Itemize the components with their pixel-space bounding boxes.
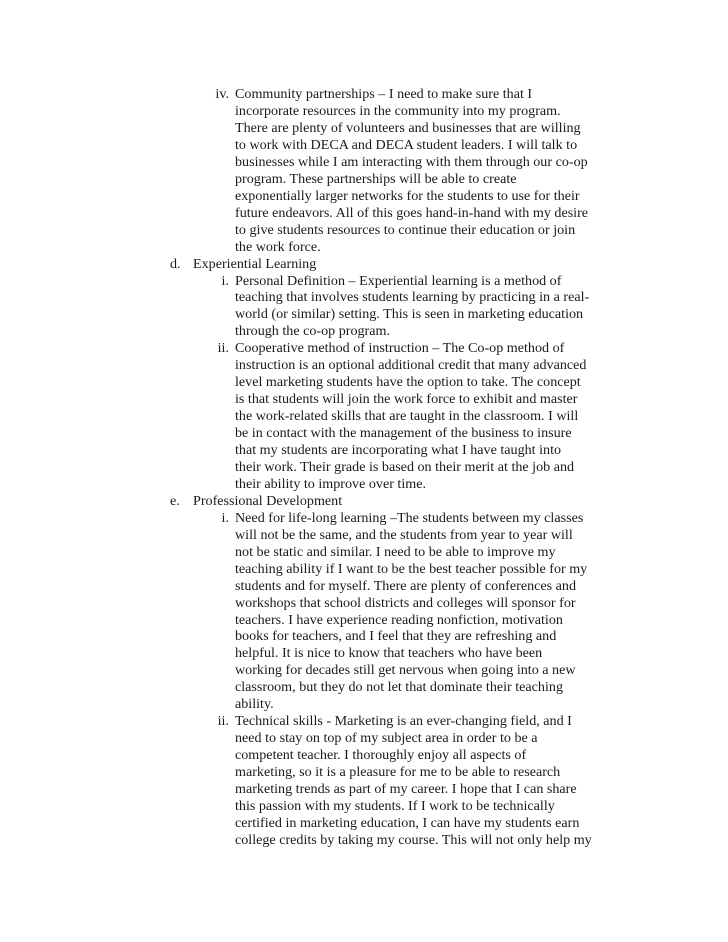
list-item-text <box>235 713 592 849</box>
section-marker: d. <box>170 255 181 272</box>
text-line: future endeavors. All of this goes hand-in-hand with my desire <box>235 204 589 221</box>
text-line: marketing, so it is a pleasure for me to be able to research <box>235 764 561 781</box>
text-line: this passion with my students. If I work to be technically <box>235 797 555 814</box>
list-item-text <box>235 273 589 341</box>
text-line: incorporate resources in the community into my program. <box>235 102 561 119</box>
text-line: Need for life-long learning –The students between my classes <box>235 509 584 526</box>
text-line: Community partnerships – I need to make sure that I <box>235 86 533 102</box>
text-line: program. These partnerships will be able to create <box>235 170 517 187</box>
text-line: to give students resources to continue their education or join <box>235 221 576 238</box>
section-heading: Experiential Learning <box>193 255 317 272</box>
text-line: ability. <box>235 696 274 713</box>
text-line: working for decades still get nervous when going into a new <box>235 662 576 679</box>
list-item-text <box>235 86 588 256</box>
text-line: helpful. It is nice to know that teachers who have been <box>235 645 543 662</box>
list-item-text <box>235 340 586 493</box>
section-marker: e. <box>170 492 180 509</box>
list-marker: iv. <box>215 86 229 102</box>
list-marker: i. <box>221 272 229 289</box>
text-line: certified in marketing education, I can have my students earn <box>235 814 580 831</box>
text-line: to work with DECA and DECA student leaders. I will talk to <box>235 136 578 153</box>
text-line: their work. Their grade is based on their merit at the job and <box>235 458 575 475</box>
text-line: marketing trends as part of my career. I hope that I can share <box>235 781 577 797</box>
text-line: the work force. <box>235 238 321 255</box>
text-line: There are plenty of volunteers and businesses that are willing <box>235 119 581 136</box>
text-line: is that students will join the work force to exhibit and master <box>235 391 578 408</box>
text-line: the work-related skills that are taught in the classroom. I will <box>235 408 579 425</box>
text-line: not be static and similar. I need to be able to improve my <box>235 543 556 560</box>
text-line: college credits by taking my course. This will not only help my <box>235 831 592 848</box>
text-line: businesses while I am interacting with them through our co-op <box>235 153 588 170</box>
text-line: Personal Definition – Experiential learning is a method of <box>235 272 562 289</box>
text-line: exponentially larger networks for the students to use for their <box>235 187 580 204</box>
list-marker: ii. <box>217 713 229 730</box>
text-line: books for teachers, and I feel that they are refreshing and <box>235 628 557 645</box>
text-line: workshops that school districts and colleges will sponsor for <box>235 594 576 611</box>
text-line: need to stay on top of my subject area in order to be a <box>235 730 538 747</box>
text-line: their ability to improve over time. <box>235 475 427 492</box>
text-line: instruction is an optional additional credit that many advanced <box>235 357 587 374</box>
list-marker: ii. <box>217 340 229 357</box>
text-line: classroom, but they do not let that dominate their teaching <box>235 679 563 696</box>
text-line: will not be the same, and the students from year to year will <box>235 526 573 543</box>
text-line: be in contact with the management of the business to insure <box>235 425 572 442</box>
text-line: students and for myself. There are plenty of conferences and <box>235 577 576 594</box>
text-line: teaching ability if I want to be the best teacher possible for my <box>235 560 588 577</box>
list-marker: i. <box>221 509 229 526</box>
text-line: that my students are incorporating what I have taught into <box>235 442 562 459</box>
text-line: teaching that involves students learning by practicing in a real- <box>235 289 590 306</box>
text-line: through the co-op program. <box>235 323 390 340</box>
section-heading: Professional Development <box>193 492 343 509</box>
text-line: world (or similar) setting. This is seen in marketing education <box>235 306 584 323</box>
list-item-text <box>235 510 587 713</box>
text-line: competent teacher. I thoroughly enjoy all aspects of <box>235 747 527 764</box>
text-line: Cooperative method of instruction – The Co-op method of <box>235 340 565 357</box>
text-line: teachers. I have experience reading nonfiction, motivation <box>235 611 563 628</box>
text-line: Technical skills - Marketing is an ever-changing field, and I <box>235 713 572 730</box>
text-line: level marketing students have the option to take. The concept <box>235 374 581 391</box>
